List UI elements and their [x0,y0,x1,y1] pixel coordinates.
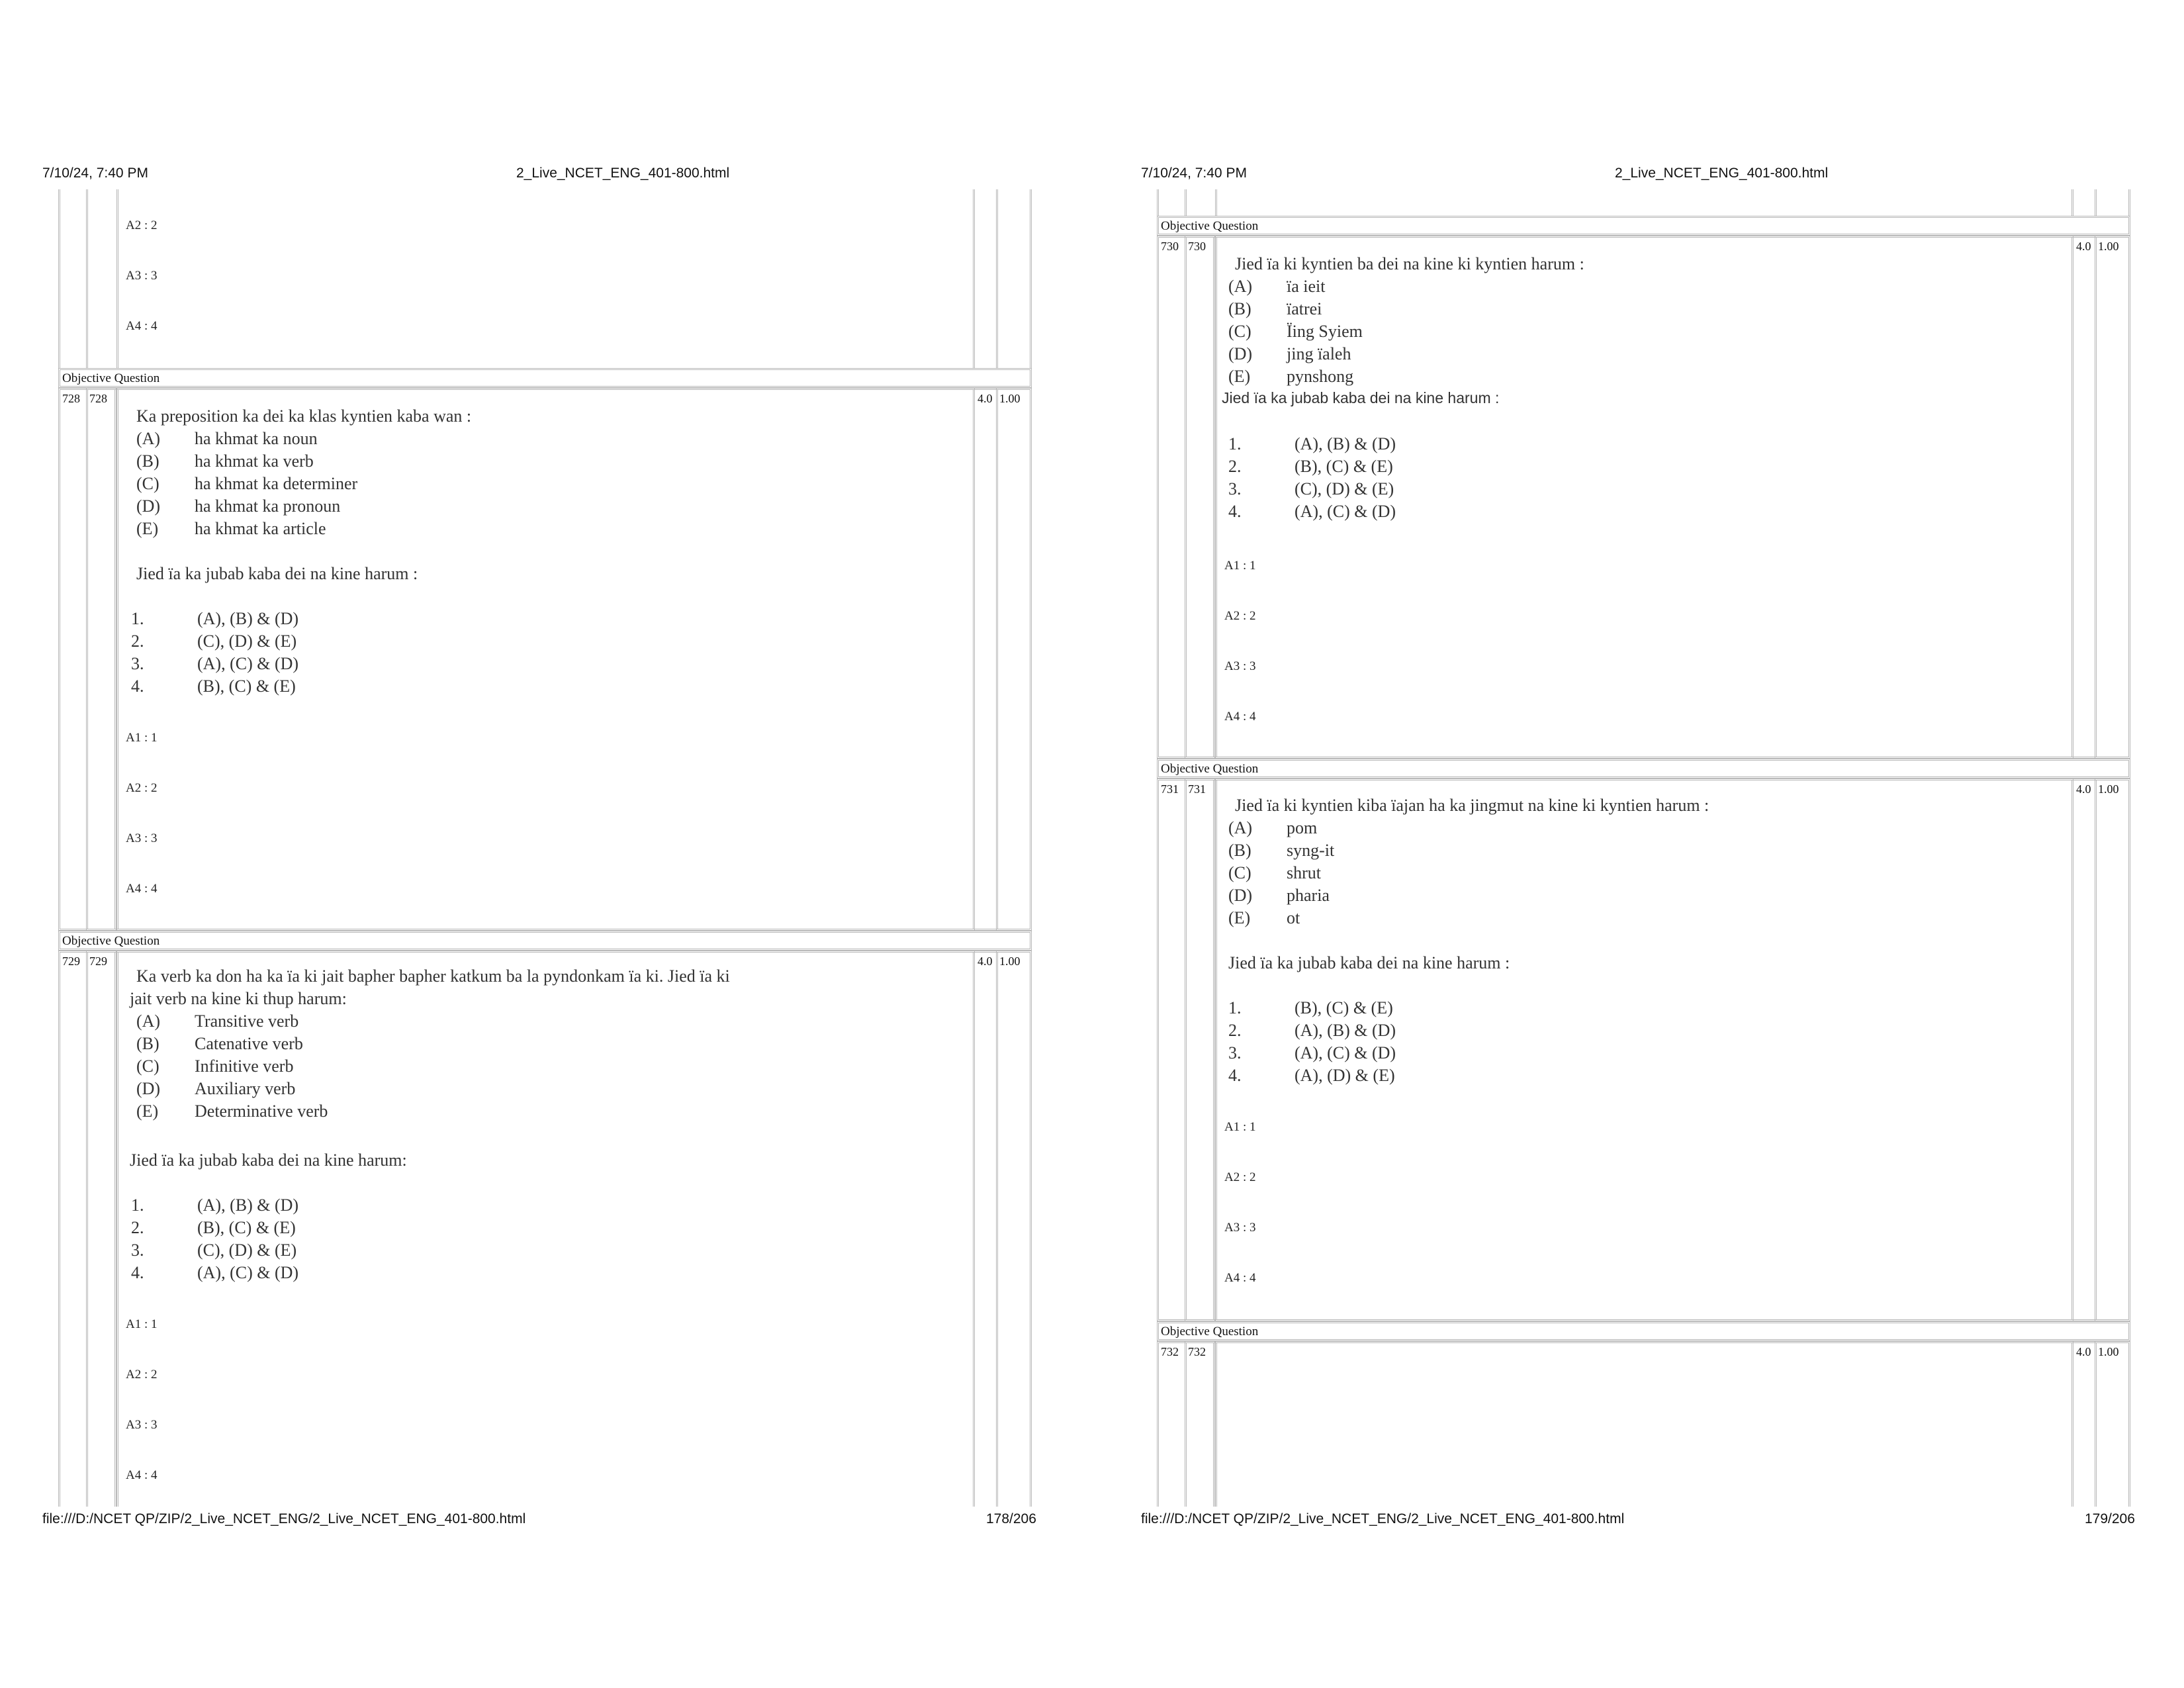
option-item: (D) Auxiliary verb [136,1079,296,1098]
answer-option: A3 : 3 [126,831,158,845]
marks: 4.0 [2076,1345,2091,1358]
question-text: jait verb na kine ki thup harum: [130,989,347,1008]
answer-choice: 3. (C), (D) & (E) [131,1241,297,1260]
answer-option: A2 : 2 [126,218,158,232]
option-item: (E) ha khmat ka article [136,519,326,538]
table-border [58,189,60,368]
marks: 4.0 [978,392,993,405]
table-border [1157,189,1159,216]
answer-option: A3 : 3 [126,1418,158,1432]
option-item: (A) ha khmat ka noun [136,429,318,448]
negative-marks: 1.00 [2098,782,2119,796]
question-body-cell [1215,1341,2073,1507]
marks: 4.0 [978,955,993,968]
answer-option: A3 : 3 [126,269,158,283]
section-label: Objective Question [62,371,160,385]
option-item: (D) pharia [1228,886,1330,905]
section-label-row [58,931,1032,951]
question-text: Ka verb ka don ha ka ïa ki jait bapher bapher katkum ba la pyndonkam ïa ki. Jied ïa ki [136,966,730,986]
option-item: (C) Ïing Syiem [1228,322,1363,341]
answer-choice: 2. (C), (D) & (E) [131,632,297,651]
table-border [2071,189,2073,216]
print-footer-path: file:///D:/NCET QP/ZIP/2_Live_NCET_ENG/2_Live_NCET_ENG_401-800.html [1141,1511,1625,1526]
question-id: 732 [1188,1345,1206,1358]
option-item: (E) ot [1228,908,1300,927]
answer-choice: 1. (A), (B) & (D) [1228,434,1396,453]
table-cell [996,388,1032,931]
table-border [2128,189,2130,216]
answer-option: A2 : 2 [1224,609,1256,623]
section-label-row [1157,759,2130,778]
answer-option: A4 : 4 [1224,1271,1256,1285]
answer-choice: 2. (B), (C) & (E) [1228,457,1393,476]
table-border [996,189,998,368]
table-border [86,189,88,368]
answer-choice: 2. (B), (C) & (E) [131,1218,296,1237]
question-instruction: Jied ïa ka jubab kaba dei na kine harum : [1222,389,1500,406]
table-border [973,189,975,368]
option-item: (E) pynshong [1228,367,1354,386]
print-header-filename: 2_Live_NCET_ENG_401-800.html [516,165,730,181]
question-instruction: Jied ïa ka jubab kaba dei na kine harum : [1228,953,1510,972]
marks: 4.0 [2076,240,2091,253]
negative-marks: 1.00 [999,955,1021,968]
answer-choice: 2. (A), (B) & (D) [1228,1021,1396,1040]
table-border [1030,189,1032,368]
question-serial: 731 [1161,782,1179,796]
option-item: (C) ha khmat ka determiner [136,474,358,493]
table-cell [86,951,116,1507]
answer-option: A2 : 2 [1224,1170,1256,1184]
question-serial: 732 [1161,1345,1179,1358]
answer-choice: 1. (B), (C) & (E) [1228,998,1393,1017]
section-label: Objective Question [1161,762,1259,776]
negative-marks: 1.00 [999,392,1021,405]
table-cell [996,951,1032,1507]
question-id: 728 [89,392,107,405]
table-cell [2095,1341,2130,1507]
marks: 4.0 [2076,782,2091,796]
table-cell [86,388,116,931]
option-item: (A) pom [1228,818,1318,837]
option-item: (D) ha khmat ka pronoun [136,496,341,516]
answer-option: A4 : 4 [126,882,158,896]
question-serial: 730 [1161,240,1179,253]
table-cell [1185,778,1215,1321]
print-footer-page-number: 178/206 [986,1511,1036,1526]
print-header-datetime: 7/10/24, 7:40 PM [1141,165,1247,181]
question-id: 729 [89,955,107,968]
option-item: (B) ïatrei [1228,299,1322,318]
answer-choice: 4. (A), (D) & (E) [1228,1066,1395,1085]
table-cell [1185,236,1215,759]
option-item: (C) Infinitive verb [136,1056,294,1076]
answer-option: A4 : 4 [126,1468,158,1482]
table-cell [1185,1341,1215,1507]
answer-option: A1 : 1 [1224,559,1256,573]
question-text: Jied ïa ki kyntien kiba ïajan ha ka jingmut na kine ki kyntien harum : [1235,796,1709,815]
answer-option: A3 : 3 [1224,659,1256,673]
answer-choice: 3. (A), (C) & (D) [131,654,299,673]
option-item: (C) shrut [1228,863,1321,882]
answer-choice: 1. (A), (B) & (D) [131,609,299,628]
section-label-row [58,368,1032,388]
answer-choice: 1. (A), (B) & (D) [131,1196,299,1215]
answer-choice: 4. (A), (C) & (D) [1228,502,1396,521]
print-header-datetime: 7/10/24, 7:40 PM [42,165,148,181]
answer-option: A1 : 1 [1224,1120,1256,1134]
question-id: 731 [1188,782,1206,796]
question-instruction: Jied ïa ka jubab kaba dei na kine harum : [136,564,418,583]
answer-option: A2 : 2 [126,1368,158,1382]
question-text: Jied ïa ki kyntien ba dei na kine ki kyntien harum : [1235,254,1584,273]
question-instruction: Jied ïa ka jubab kaba dei na kine harum: [130,1150,407,1170]
section-label: Objective Question [1161,219,1259,233]
print-footer-path: file:///D:/NCET QP/ZIP/2_Live_NCET_ENG/2_Live_NCET_ENG_401-800.html [42,1511,526,1526]
option-item: (B) syng-it [1228,841,1335,860]
option-item: (B) ha khmat ka verb [136,451,314,471]
answer-option: A2 : 2 [126,781,158,795]
section-label-row [1157,216,2130,236]
answer-choice: 4. (A), (C) & (D) [131,1263,299,1282]
table-border [1185,189,1187,216]
table-border [2095,189,2097,216]
question-serial: 729 [62,955,80,968]
page-179 [1099,0,2184,1688]
section-label-row [1157,1321,2130,1341]
answer-option: A1 : 1 [126,731,158,745]
option-item: (D) jing ïaleh [1228,344,1351,363]
table-border [1215,189,1217,216]
answer-choice: 3. (A), (C) & (D) [1228,1043,1396,1062]
answer-choice: 4. (B), (C) & (E) [131,677,296,696]
question-serial: 728 [62,392,80,405]
question-id: 730 [1188,240,1206,253]
answer-option: A4 : 4 [126,319,158,333]
print-header-filename: 2_Live_NCET_ENG_401-800.html [1615,165,1829,181]
answer-option: A3 : 3 [1224,1221,1256,1235]
answer-choice: 3. (C), (D) & (E) [1228,479,1394,498]
section-label: Objective Question [1161,1325,1259,1338]
print-footer-page-number: 179/206 [2085,1511,2135,1526]
negative-marks: 1.00 [2098,240,2119,253]
table-border [116,189,118,368]
option-item: (A) ïa ieit [1228,277,1326,296]
section-label: Objective Question [62,934,160,948]
negative-marks: 1.00 [2098,1345,2119,1358]
answer-option: A1 : 1 [126,1317,158,1331]
option-item: (E) Determinative verb [136,1102,328,1121]
question-text: Ka preposition ka dei ka klas kyntien kaba wan : [136,406,472,426]
table-cell [2095,778,2130,1321]
option-item: (A) Transitive verb [136,1011,299,1031]
option-item: (B) Catenative verb [136,1034,303,1053]
table-cell [2095,236,2130,759]
answer-option: A4 : 4 [1224,710,1256,724]
